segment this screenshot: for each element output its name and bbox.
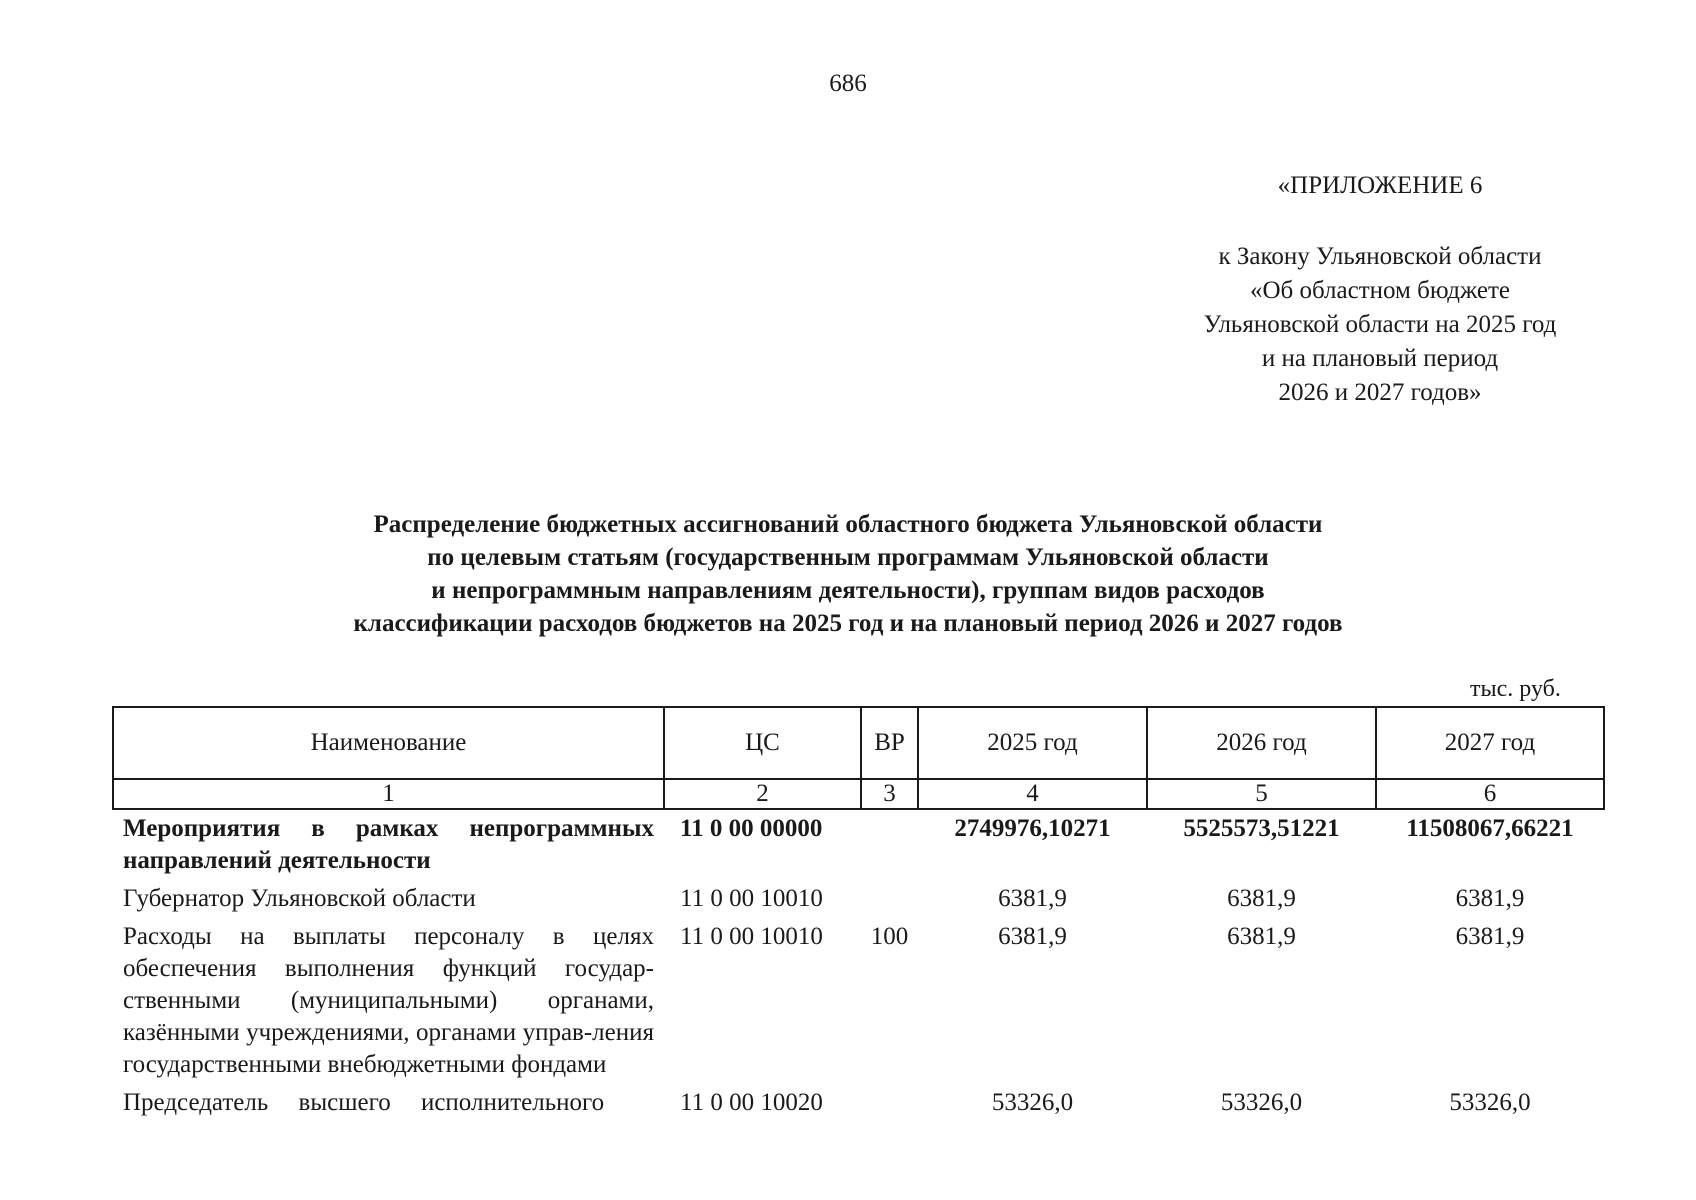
row-2025: 53326,0 bbox=[991, 1089, 1074, 1116]
title-line: классификации расходов бюджетов на 2025 год и на плановый период 2026 и 2027 годов bbox=[353, 610, 1343, 637]
page-number: 686 bbox=[829, 70, 867, 97]
row-2026: 6381,9 bbox=[1227, 885, 1296, 912]
row-2027: 53326,0 bbox=[1449, 1089, 1531, 1116]
title-line: и непрограммным направлениям деятельности), группам видов расходов bbox=[431, 577, 1265, 604]
header-2027: 2027 год bbox=[1376, 707, 1604, 779]
column-number: 1 bbox=[113, 779, 664, 809]
appendix-line: Ульяновской области на 2025 год bbox=[1203, 311, 1557, 338]
row-cs: 11 0 00 10010 bbox=[680, 885, 823, 912]
row-vr bbox=[861, 809, 918, 880]
column-number: 4 bbox=[918, 779, 1147, 809]
row-2026: 5525573,51221 bbox=[1183, 815, 1340, 842]
row-2027: 11508067,66221 bbox=[1406, 815, 1574, 842]
table-row bbox=[113, 1084, 1604, 1122]
appendix-title: «ПРИЛОЖЕНИЕ 6 bbox=[1277, 172, 1483, 199]
table-row bbox=[113, 918, 1604, 1084]
budget-table bbox=[112, 706, 1605, 1122]
appendix-line: 2026 и 2027 годов» bbox=[1278, 379, 1482, 406]
table-row bbox=[113, 880, 1604, 918]
row-2025: 2749976,10271 bbox=[954, 815, 1111, 842]
column-number: 2 bbox=[664, 779, 861, 809]
row-vr bbox=[861, 1084, 918, 1122]
column-number: 3 bbox=[861, 779, 918, 809]
column-number: 6 bbox=[1376, 779, 1604, 809]
row-name: Мероприятия в рамках непрограммных направлений деятельности bbox=[123, 815, 654, 874]
appendix-line: «Об областном бюджете bbox=[1249, 277, 1511, 304]
row-vr bbox=[861, 880, 918, 918]
row-vr: 100 bbox=[870, 923, 909, 950]
title-line: Распределение бюджетных ассигнований областного бюджета Ульяновской области bbox=[373, 511, 1323, 538]
appendix-reference bbox=[1160, 240, 1600, 410]
row-name: Председатель высшего исполнительного bbox=[123, 1089, 605, 1116]
row-2026: 53326,0 bbox=[1220, 1089, 1303, 1116]
row-2027: 6381,9 bbox=[1455, 885, 1525, 912]
row-2025: 6381,9 bbox=[998, 885, 1067, 912]
header-vr: ВР bbox=[861, 707, 918, 779]
units-label: тыс. руб. bbox=[1470, 676, 1561, 702]
header-name: Наименование bbox=[113, 707, 664, 779]
column-number-row bbox=[113, 779, 1604, 809]
row-name: Губернатор Ульяновской области bbox=[123, 885, 476, 912]
row-2026: 6381,9 bbox=[1227, 923, 1296, 950]
document-title bbox=[0, 508, 1696, 640]
header-2025: 2025 год bbox=[918, 707, 1147, 779]
appendix-line: и на плановый период bbox=[1261, 345, 1499, 372]
row-cs: 11 0 00 00000 bbox=[680, 815, 823, 842]
row-2025: 6381,9 bbox=[998, 923, 1067, 950]
table-row bbox=[113, 809, 1604, 880]
column-number: 5 bbox=[1147, 779, 1376, 809]
title-line: по целевым статьям (государственным программам Ульяновской области bbox=[427, 544, 1269, 571]
row-name: Расходы на выплаты персоналу в целях обеспечения выполнения функций государ-ственными (муниципальными) органами, казёнными учреждениями, органами управ-ления государственными внебюджетными фондами bbox=[123, 923, 654, 1078]
row-cs: 11 0 00 10020 bbox=[680, 1089, 823, 1116]
table-header-row bbox=[113, 707, 1604, 779]
header-cs: ЦС bbox=[664, 707, 861, 779]
row-cs: 11 0 00 10010 bbox=[680, 923, 823, 950]
row-2027: 6381,9 bbox=[1455, 923, 1525, 950]
appendix-line: к Закону Ульяновской области bbox=[1218, 243, 1542, 270]
header-2026: 2026 год bbox=[1147, 707, 1376, 779]
